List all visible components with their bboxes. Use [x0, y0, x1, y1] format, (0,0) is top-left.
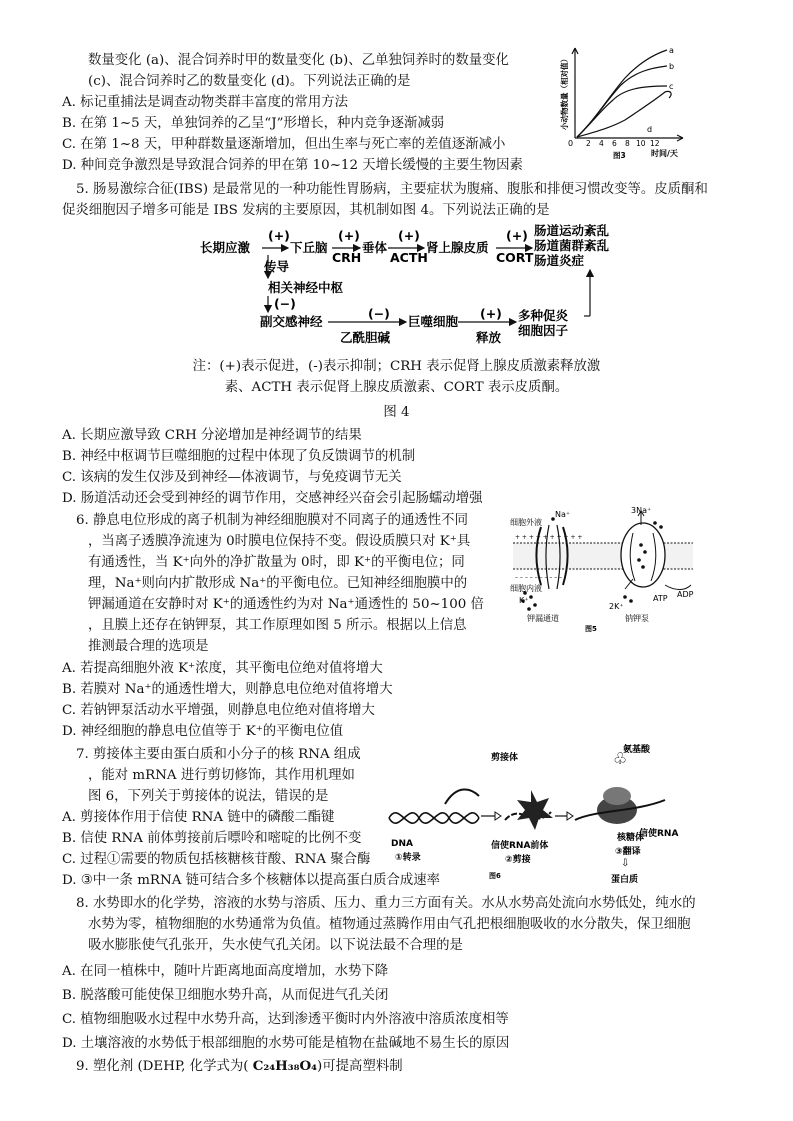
- q4-option-c: C. 在第 1~8 天，甲种群数量逐渐增加，但出生率与死亡率的差值逐渐减小: [62, 137, 506, 152]
- x-axis-label: 时间/天: [651, 149, 678, 158]
- q4-stem-line-1: 数量变化 (a)、混合饲养时甲的数量变化 (b)、乙单独饲养时的数量变化: [88, 53, 509, 68]
- q5-option-d: D. 肠道活动还会受到神经的调节作用，交感神经兴奋会引起肠蠕动增强: [62, 491, 483, 506]
- label-2k: 2K⁺: [609, 602, 624, 611]
- figure-3-caption: 图3: [613, 151, 626, 160]
- plus-3: (+): [398, 228, 420, 243]
- label-adp: ADP: [677, 590, 694, 599]
- q8-option-b: B. 脱落酸可能使保卫细胞水势升高，从而促进气孔关闭: [62, 988, 389, 1003]
- q7-stem-line-2: ，能对 mRNA 进行剪切修饰，其作用机理如: [88, 768, 355, 783]
- q6-stem-line-4: 理，Na⁺则向内扩散形成 Na⁺的平衡电位。已知神经细胞膜中的: [88, 576, 468, 591]
- label-acth: ACTH: [390, 250, 428, 265]
- x-tick-10: 10: [636, 139, 646, 148]
- q5-option-c: C. 该病的发生仅涉及到神经—体液调节，与免疫调节无关: [62, 470, 402, 485]
- figure-4-mechanism-diagram: [190, 222, 610, 352]
- q6-stem-line-6: ，且膜上还存在钠钾泵，其工作原理如图 5 所示。根据以上信息: [88, 618, 467, 633]
- figure-5-caption: 图5: [585, 625, 597, 633]
- label-atp: ATP: [653, 594, 668, 603]
- figure-6-splicing-diagram: [385, 740, 695, 890]
- q6-option-d: D. 神经细胞的静息电位值等于 K⁺的平衡电位值: [62, 724, 344, 739]
- q6-stem-line-5: 钾漏通道在安静时对 K⁺的通透性约为对 Na⁺通透性的 50~100 倍: [88, 597, 484, 612]
- plus-5: (+): [480, 306, 502, 321]
- label-cort: CORT: [496, 250, 534, 265]
- q6-stem-line-1: 6. 静息电位形成的离子机制为神经细胞膜对不同离子的通透性不同: [76, 513, 468, 528]
- label-c: c: [669, 82, 674, 91]
- plus-1: (+): [268, 228, 290, 243]
- origin-label: 0: [568, 139, 574, 148]
- label-ach: 乙酰胆碱: [340, 330, 391, 345]
- q7-stem-line-1: 7. 剪接体主要由蛋白质和小分子的核 RNA 组成: [76, 747, 361, 762]
- q8-option-d: D. 土壤溶液的水势低于根部细胞的水势可能是植物在盐碱地不易生长的原因: [62, 1036, 510, 1051]
- q7-option-d: D. ③中一条 mRNA 链可结合多个核糖体以提高蛋白质合成速率: [62, 873, 441, 888]
- dna-helix: [389, 813, 479, 823]
- q8-option-a: A. 在同一植株中，随叶片距离地面高度增加，水势下降: [62, 964, 389, 979]
- q8-stem-line-2: 水势为零，植物细胞的水势通常为负值。植物通过蒸腾作用由气孔把根细胞吸收的水分散失，保卫细胞: [88, 917, 691, 932]
- effect-inflammation: 肠道炎症: [534, 253, 585, 268]
- label-outside: 细胞外液: [510, 518, 542, 527]
- q4-option-b: B. 在第 1~5 天，单独饲养的乙呈“J”形增长，种内竞争逐渐减弱: [62, 116, 445, 131]
- figure-6-caption: 图6: [489, 872, 501, 880]
- q9-stem: [76, 1057, 403, 1076]
- effect-flora: 肠道菌群紊乱: [534, 238, 610, 253]
- q7-option-a: A. 剪接体作用于信使 RNA 链中的磷酸二酯键: [62, 810, 335, 825]
- label-crh: CRH: [332, 250, 362, 265]
- label-a: a: [669, 46, 674, 55]
- plus-4: (+): [506, 228, 528, 243]
- q6-option-c: C. 若钠钾泵活动水平增强，则静息电位绝对值将增大: [62, 703, 375, 718]
- q5-option-b: B. 神经中枢调节巨噬细胞的过程中体现了负反馈调节的机制: [62, 449, 416, 464]
- label-transmit: 传导: [264, 259, 290, 274]
- q4-option-d: D. 种间竞争激烈是导致混合饲养的甲在第 10~12 天增长缓慢的主要生物因素: [62, 158, 523, 173]
- label-pump: 钠钾泵: [625, 614, 649, 623]
- q8-stem-line-1: 8. 水势即水的化学势，溶液的水势与溶质、压力、重力三方面有关。水从水势高处流向水势低处，纯水的: [76, 896, 696, 911]
- node-adrenal: 肾上腺皮质: [426, 240, 489, 255]
- na-k-pump: [621, 523, 665, 587]
- q6-stem-line-2: ，当离子透膜净流速为 0时膜电位保持不变。假设质膜只对 K⁺具: [88, 534, 471, 549]
- node-stress: 长期应激: [200, 240, 251, 255]
- minus-2: (−): [368, 306, 390, 321]
- q5-note-line-1: 注：(+)表示促进，(-)表示抑制；CRH 表示促肾上腺皮质激素释放激: [192, 359, 601, 374]
- plus-2: (+): [338, 228, 360, 243]
- label-spliceosome: 剪接体: [491, 753, 519, 763]
- q9-stem-prefix: 9. 塑化剂 (DEHP, 化学式为(: [76, 1059, 253, 1074]
- arrow-down-icon: ⇩: [621, 858, 630, 869]
- q4-stem-line-2: (c)、混合饲养时乙的数量变化 (d)。下列说法正确的是: [88, 74, 411, 89]
- q7-option-b: B. 信使 RNA 前体剪接前后嘌呤和嘧啶的比例不变: [62, 831, 362, 846]
- x-tick-4: 4: [599, 139, 604, 148]
- label-dna: DNA: [391, 839, 413, 849]
- q6-stem-line-3: 有通透性，当 K⁺向外的净扩散量为 0时，即 K⁺的平衡电位；同: [88, 555, 465, 570]
- label-amino-acid: 氨基酸: [623, 745, 651, 755]
- plus-signs: + + + + + + + + + +: [515, 534, 583, 541]
- node-cytokine-2: 细胞因子: [518, 323, 569, 338]
- curve-c: [577, 86, 667, 137]
- q8-stem-line-3: 吸水膨胀使气孔张开，失水使气孔关闭。以下说法最不合理的是: [88, 938, 463, 953]
- q9-formula: C₂₄H₃₈O₄: [252, 1058, 318, 1074]
- label-protein: 蛋白质: [611, 875, 639, 885]
- node-macrophage: 巨噬细胞: [408, 314, 459, 329]
- x-tick-8: 8: [625, 139, 630, 148]
- x-tick-2: 2: [586, 139, 591, 148]
- label-k: K⁺: [519, 596, 529, 605]
- figure-3-population-graph: [555, 40, 695, 165]
- label-ribosome: 核糖体: [617, 833, 645, 843]
- q9-stem-suffix: )可提高塑料制: [317, 1059, 403, 1074]
- x-tick-12: 12: [650, 139, 660, 148]
- x-tick-6: 6: [612, 139, 617, 148]
- curve-d: [577, 91, 671, 137]
- q4-option-a: A. 标记重捕法是调查动物类群丰富度的常用方法: [62, 95, 348, 110]
- label-leak-channel: 钾漏通道: [527, 614, 559, 623]
- figure-4-caption: 图 4: [383, 405, 410, 420]
- figure-5-membrane-diagram: [505, 505, 705, 635]
- node-parasym: 副交感神经: [260, 314, 323, 329]
- minus-1: (−): [274, 296, 296, 311]
- label-step-3: ③翻译: [615, 847, 641, 857]
- label-inside: 细胞内液: [510, 584, 542, 593]
- minus-signs: – – – – – – – – – –: [515, 574, 563, 581]
- spliceosome-star: [517, 790, 553, 830]
- amino-acid-icon: ♧: [613, 749, 628, 768]
- q7-option-c: C. 过程①需要的物质包括核糖核苷酸、RNA 聚合酶: [62, 852, 371, 867]
- node-center: 相关神经中枢: [268, 280, 344, 295]
- label-release: 释放: [476, 330, 502, 345]
- q5-note-line-2: 素、ACTH 表示促肾上腺皮质激素、CORT 表示皮质酮。: [224, 380, 569, 395]
- effect-motility: 肠道运动紊乱: [534, 223, 610, 238]
- curve-b: [577, 66, 667, 137]
- q6-stem-line-7: 推测最合理的选项是: [88, 639, 209, 654]
- q6-option-a: A. 若提高细胞外液 K⁺浓度，其平衡电位绝对值将增大: [62, 661, 383, 676]
- y-axis-label: 小动物数量（相对值）: [560, 55, 569, 130]
- node-pituitary: 垂体: [362, 240, 388, 255]
- node-cytokine-1: 多种促炎: [518, 308, 569, 323]
- label-b: b: [669, 62, 675, 71]
- label-step-2: ②剪接: [505, 855, 531, 865]
- q5-stem-line-2: 促炎细胞因子增多可能是 IBS 发病的主要原因，其机制如图 4。下列说法正确的是: [62, 203, 550, 218]
- label-d: d: [647, 125, 653, 134]
- q8-option-c: C. 植物细胞吸水过程中水势升高，达到渗透平衡时内外溶液中溶质浓度相等: [62, 1012, 509, 1027]
- q7-stem-line-3: 图 6，下列关于剪接体的说法，错误的是: [88, 789, 329, 804]
- label-pre-rna: 信使RNA前体: [491, 841, 549, 851]
- label-3na: 3Na⁺: [631, 506, 652, 515]
- label-step-1: ①转录: [395, 853, 421, 863]
- q5-stem-line-1: 5. 肠易激综合征(IBS) 是最常见的一种功能性胃肠病，主要症状为腹痛、腹胀和排便习惯改变等。皮质酮和: [76, 182, 708, 197]
- q5-option-a: A. 长期应激导致 CRH 分泌增加是神经调节的结果: [62, 428, 362, 443]
- q6-option-b: B. 若膜对 Na⁺的通透性增大，则静息电位绝对值将增大: [62, 682, 393, 697]
- label-na: Na⁺: [555, 510, 571, 519]
- node-hypothalamus: 下丘脑: [290, 240, 328, 255]
- label-mrna: 信使RNA: [639, 829, 679, 839]
